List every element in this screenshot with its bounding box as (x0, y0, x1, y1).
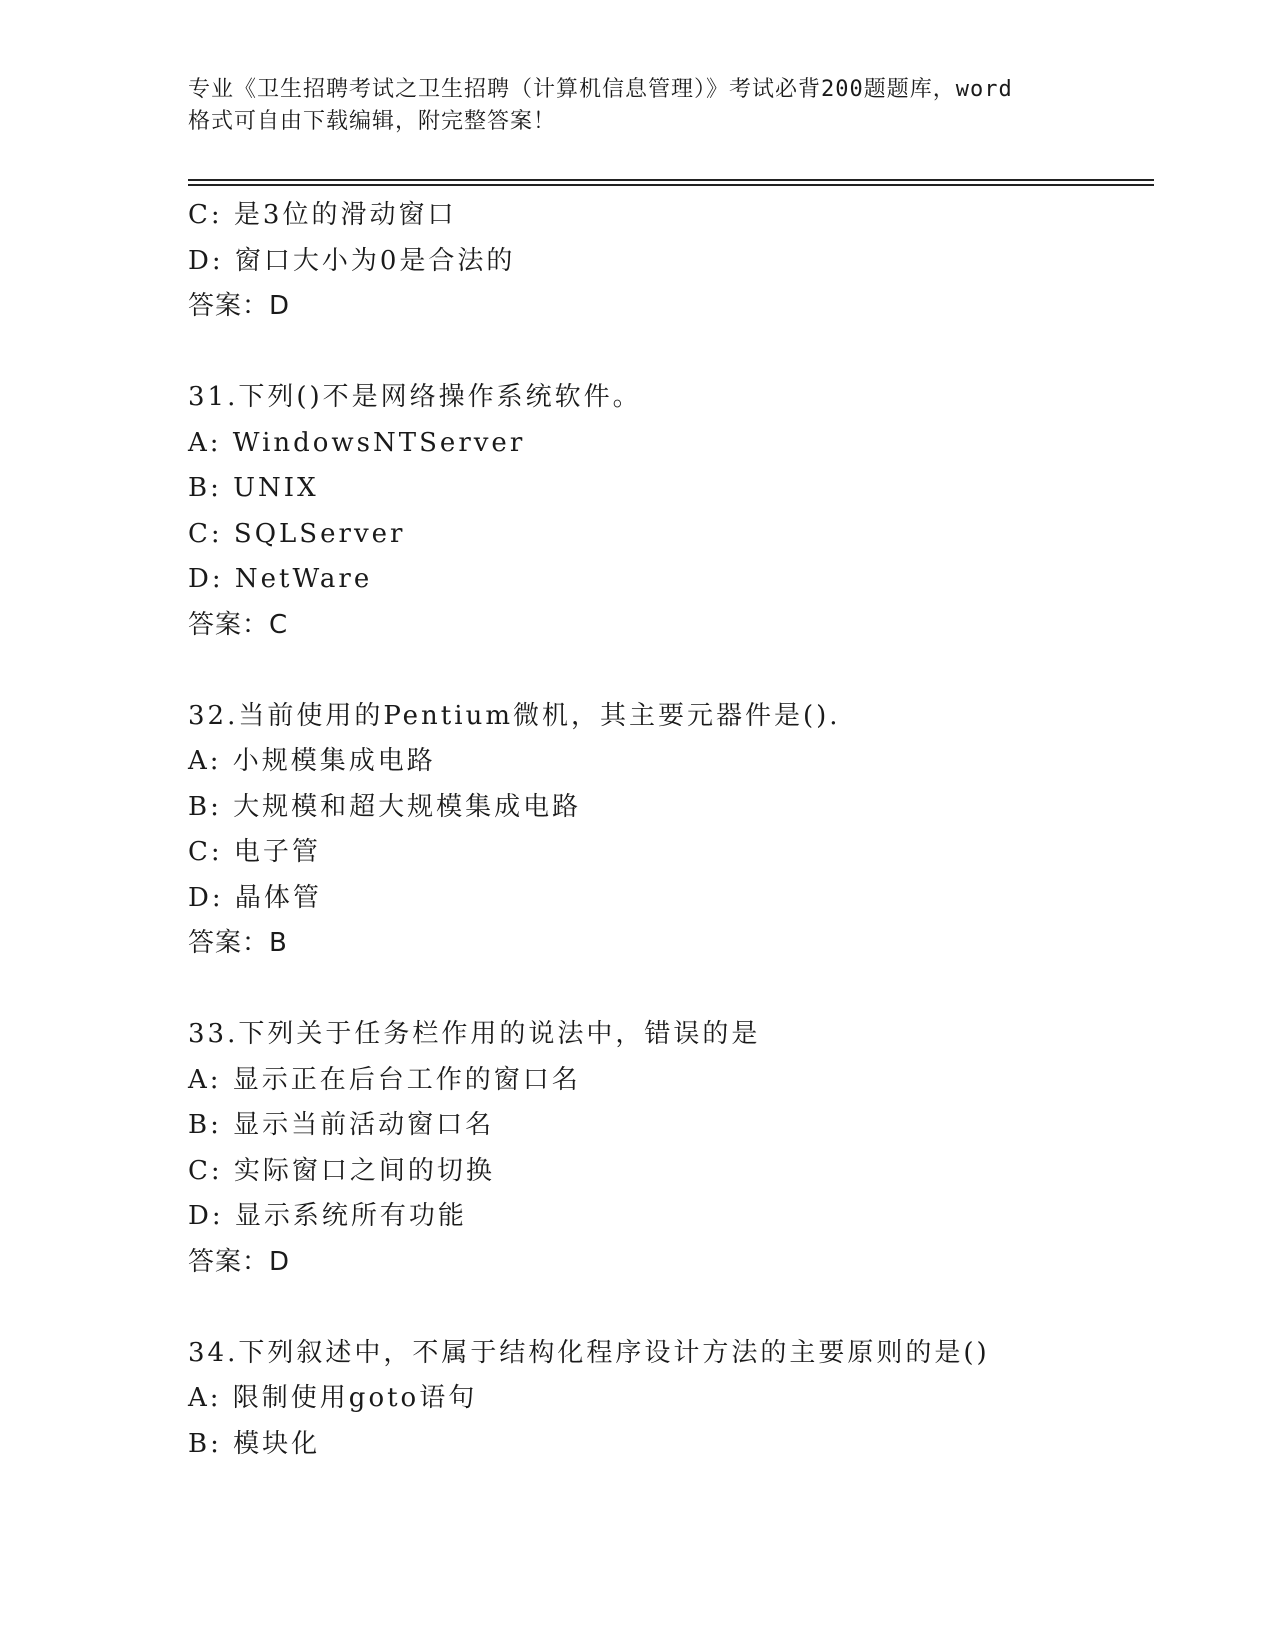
header-divider-top (188, 179, 1154, 181)
option-line: A: 小规模集成电路 (188, 746, 436, 776)
option-line: C: 实际窗口之间的切换 (188, 1155, 495, 1186)
option-line: D: 窗口大小为0是合法的 (188, 245, 516, 276)
document-header (188, 74, 1088, 138)
option-line: B: 显示当前活动窗口名 (188, 1110, 495, 1140)
question-text: 33.下列关于任务栏作用的说法中，错误的是 (188, 1019, 761, 1049)
answer-line: 答案：D (188, 291, 291, 321)
answer-line: 答案：B (188, 928, 288, 958)
question-text: 31.下列()不是网络操作系统软件。 (188, 382, 642, 412)
header-line-2: 格式可自由下载编辑，附完整答案！ (188, 109, 557, 134)
option-line: D: 显示系统所有功能 (188, 1201, 467, 1231)
header-divider-bottom (188, 184, 1154, 186)
question-list (188, 193, 1148, 1467)
option-line: C: 是3位的滑动窗口 (188, 200, 457, 230)
option-line: D: NetWare (188, 564, 373, 594)
option-line: B: 大规模和超大规模集成电路 (188, 791, 582, 822)
option-line: B: UNIX (188, 473, 319, 503)
option-line: D: 晶体管 (188, 882, 322, 913)
spacer (188, 1285, 1148, 1331)
spacer (188, 648, 1148, 694)
answer-line: 答案：D (188, 1246, 291, 1277)
option-line: C: SQLServer (188, 518, 406, 549)
answer-line: 答案：C (188, 609, 289, 640)
option-line: A: 显示正在后台工作的窗口名 (188, 1064, 581, 1095)
spacer (188, 330, 1148, 376)
option-line: A: 限制使用goto语句 (188, 1383, 478, 1413)
option-line: B: 模块化 (188, 1428, 321, 1459)
option-line: C: 电子管 (188, 837, 321, 867)
spacer (188, 967, 1148, 1013)
question-text: 32.当前使用的Pentium微机，其主要元器件是(). (188, 700, 841, 731)
question-text: 34.下列叙述中，不属于结构化程序设计方法的主要原则的是() (188, 1337, 990, 1368)
option-line: A: WindowsNTServer (188, 427, 526, 458)
header-line-1: 专业《卫生招聘考试之卫生招聘（计算机信息管理）》考试必背200题题库，word (188, 77, 1013, 102)
